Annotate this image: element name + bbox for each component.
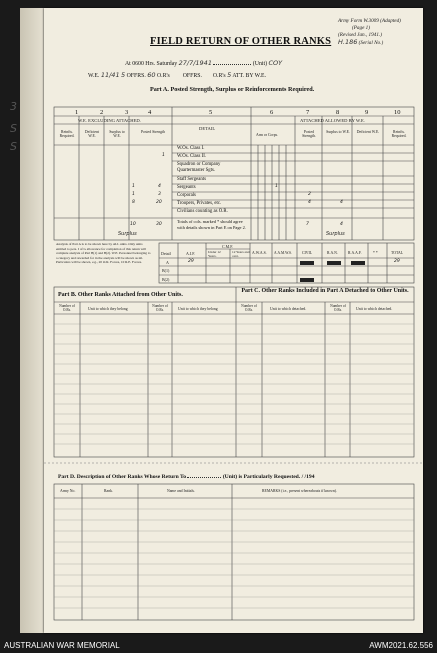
analysis-cmf-header: C.M.F.	[222, 244, 234, 249]
part-a-heading: Part A. Posted Strength, Surplus or Reinforcements Required.	[150, 86, 315, 93]
margin-mark: 3	[10, 100, 17, 113]
margin-mark: S	[10, 122, 17, 135]
analysis-col-header: A.A.M.W.S.	[274, 251, 292, 255]
cell-value: 4	[158, 184, 161, 189]
col-header: Posted Strength.	[302, 130, 316, 138]
total-value: 7	[306, 222, 309, 227]
offrs-label: OFFRS.	[126, 73, 146, 79]
cell-value: 1	[132, 192, 135, 197]
detail-row-label: W.Os. Class II.	[177, 154, 207, 159]
col-number: 5	[209, 109, 213, 116]
serial-handwritten: H.186	[338, 38, 358, 46]
form-ref-line3: (Revised Jan., 1941.)	[338, 32, 382, 38]
form-title: FIELD RETURN OF OTHER RANKS	[150, 36, 332, 47]
part-b-col: Unit to which they belong	[178, 307, 218, 311]
col-header: Surplus to W.E.	[109, 130, 125, 138]
part-c-heading: Part C. Other Ranks Included in Part A Detached to Other Units.	[241, 288, 409, 294]
col-header: Arm or Corps.	[256, 133, 279, 137]
part-b-col: Number of O.Rs.	[152, 304, 168, 312]
analysis-detail-header: Detail	[161, 251, 171, 256]
analysis-col-header: TOTAL	[391, 251, 404, 255]
surplus-note: Surplus	[326, 231, 345, 237]
part-c-col: Unit to which detached.	[270, 307, 307, 311]
total-value: 30	[156, 222, 162, 227]
cell-value: 4	[340, 200, 343, 205]
analysis-col-header: * *	[373, 251, 378, 255]
detail-row-label: Troopers, Privates, etc.	[177, 201, 222, 206]
att-label: ATT. BY W.E.	[232, 73, 267, 79]
we-label: W.E.	[88, 73, 100, 79]
col-header: Deficient W.E.	[84, 130, 100, 138]
analysis-note: Analysis of Part A is to be shown here by ALL units. Only units entitled to pers. I of G allowance for completion of this return will complete analysis of Part B(1) and B(2). W.E. Personnel belonging to a category and rewarded for in the analysis will be shown as nil. Particulars will be shown, e.g., 20 O.R. Forces, 10 R.E. Forces.	[56, 242, 151, 265]
col-number: 3	[125, 109, 129, 116]
analysis-row-label: A	[166, 260, 169, 265]
margin-mark: S	[10, 140, 17, 153]
analysis-col-header: R.A.A.F.	[348, 251, 362, 255]
cell-value: 8	[132, 200, 135, 205]
ors2-label: O.R's	[212, 73, 226, 79]
analysis-aif-header: A.I.F.	[186, 251, 196, 256]
totals-label: Totals of cols. marked * should agree with details shown in Part E on Page 2.	[177, 219, 246, 230]
col-number: 8	[336, 109, 340, 116]
form-ref-line2: (Page 1)	[352, 25, 371, 31]
offrs2-label: OFFRS.	[182, 73, 202, 79]
surplus-note: Surplus	[118, 231, 137, 237]
analysis-row-label: B(2)	[162, 277, 170, 282]
col-header: Reinfts. Required.	[59, 130, 75, 138]
part-d-label: Part D. Description of Other Ranks Whose Return To	[58, 474, 186, 480]
part-d-heading	[58, 474, 315, 480]
offrs-value: 5	[121, 71, 126, 79]
part-d-mid: (Unit) is Particularly Requested.	[222, 474, 301, 480]
col-number: 1	[75, 109, 79, 116]
part-d-date: / /194	[301, 474, 315, 480]
group-header-left: W.E. EXCLUDING ATTACHED.	[78, 118, 141, 123]
detail-row-label: Corporals	[177, 193, 196, 198]
detail-header: DETAIL	[199, 126, 216, 131]
col-header: Deficient W.E.	[356, 130, 380, 134]
detail-row-label: Civilians counting as O.R.	[177, 209, 228, 214]
analysis-row-label: B(1)	[162, 268, 170, 273]
cell-value: 1	[132, 184, 135, 189]
col-number: 10	[394, 109, 401, 116]
detail-row-label: Squadron or Company Quartermaster Sgts.	[177, 162, 221, 173]
cell-value: 1	[275, 184, 278, 189]
col-number: 9	[365, 109, 369, 116]
cell-value: 20	[156, 200, 162, 205]
col-header: Surplus to W.E.	[326, 130, 350, 134]
part-c-col: Number of O.Rs.	[241, 304, 257, 312]
unit-label: (Unit)	[252, 61, 268, 67]
unit-value: COY	[268, 59, 283, 67]
ors2-value: 5	[227, 71, 232, 79]
cell-value: 1	[162, 153, 165, 158]
analysis-col-header: CIVIL	[302, 251, 313, 255]
detail-row-label: Sergeants	[177, 185, 196, 190]
total-value: 10	[130, 222, 136, 227]
aif-value: 29	[188, 259, 194, 264]
total-value: 29	[394, 259, 400, 264]
col-number: 4	[148, 109, 152, 116]
we-value: 11/41	[100, 71, 120, 79]
col-header: Reinfts. Required.	[391, 130, 407, 138]
part-c-col: Number of O.Rs.	[330, 304, 346, 312]
cmf-sub-header: 12 Years and over.	[232, 250, 250, 258]
col-header: Posted Strength	[141, 130, 165, 134]
footer-id: AWM2021.62.556	[369, 641, 433, 650]
analysis-col-header: R.A.N.	[327, 251, 338, 255]
part-c-col: Unit to which detached.	[356, 307, 393, 311]
part-b-heading: Part B. Other Ranks Attached from Other Units.	[58, 292, 183, 298]
form-ref-line1: Army Form W.3009 (Adapted)	[338, 18, 401, 24]
part-d-col: Rank.	[104, 489, 113, 493]
ors-value: 60	[147, 71, 156, 79]
cell-value: 4	[308, 200, 311, 205]
cell-value: 3	[158, 192, 161, 197]
part-d-col: REMARKS (i.e., present whereabouts if known).	[262, 489, 337, 493]
date-prefix: At 0600 Hrs. Saturday	[125, 61, 178, 67]
cmf-sub-header: Under 12 Years.	[208, 250, 221, 258]
part-b-col: Unit to which they belong	[88, 307, 128, 311]
serial-label: (Serial No.)	[358, 40, 384, 46]
col-number: 6	[270, 109, 274, 116]
analysis-col-header: A.W.A.S.	[252, 251, 267, 255]
part-d-col: Name and Initials.	[167, 489, 195, 493]
col-number: 2	[100, 109, 104, 116]
total-value: 4	[340, 222, 343, 227]
part-b-col: Number of O.Rs.	[59, 304, 75, 312]
part-d-col: Army No.	[60, 489, 76, 493]
detail-row-label: Staff Sergeants	[177, 177, 206, 182]
ors-label: O.R's	[157, 73, 170, 79]
footer-source: AUSTRALIAN WAR MEMORIAL	[4, 641, 120, 650]
detail-row-label: W.Os. Class I.	[177, 146, 205, 151]
col-number: 7	[306, 109, 310, 116]
cell-value: 2	[308, 192, 311, 197]
date-value: 27/7/1941	[178, 59, 212, 67]
group-header-right: ATTACHED ALLOWED BY W.E.	[300, 118, 365, 123]
